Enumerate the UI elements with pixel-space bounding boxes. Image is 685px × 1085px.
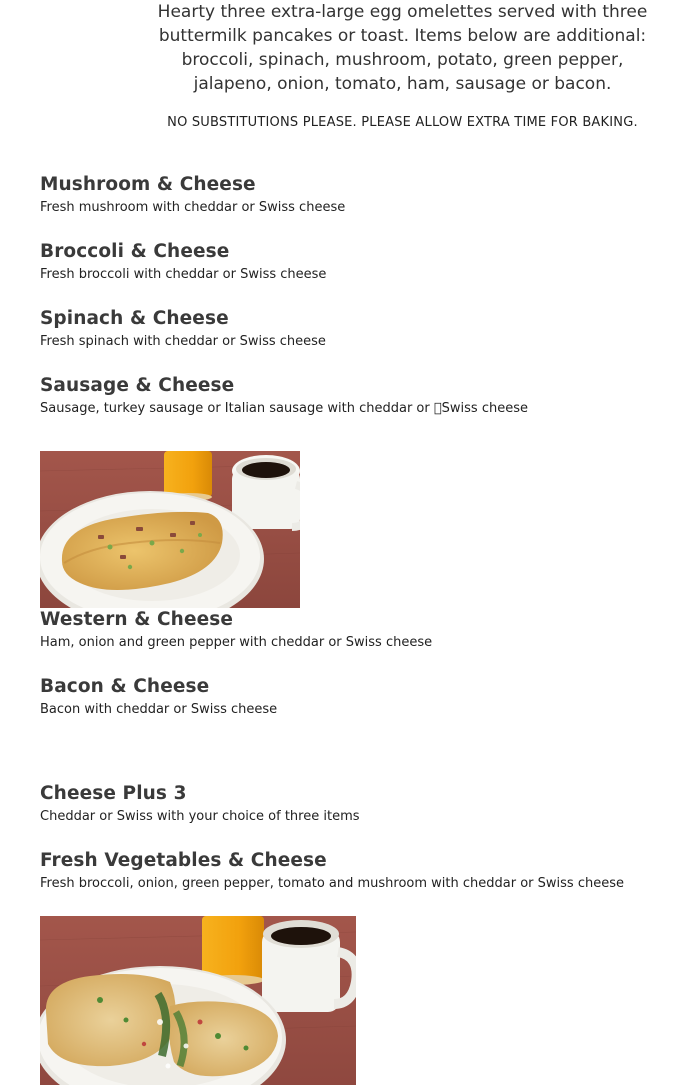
- menu-item-sausage-cheese: [40, 374, 670, 418]
- menu-item-title: Sausage & Cheese: [40, 375, 235, 396]
- menu-item-fresh-vegetables-cheese: [40, 849, 670, 893]
- menu-item-western-cheese: [40, 608, 670, 652]
- menu-item-cheese-plus-3: [40, 782, 670, 826]
- menu-item-title: Bacon & Cheese: [40, 676, 210, 697]
- western-omelette-photo: [40, 451, 300, 608]
- menu-item-description: Bacon with cheddar or Swiss cheese: [40, 702, 278, 717]
- menu-item-description: Fresh broccoli, onion, green pepper, tomato and mushroom with cheddar or Swiss cheese: [40, 876, 624, 891]
- menu-item-description: Sausage, turkey sausage or Italian sausage with cheddar or  Swiss cheese: [40, 401, 528, 416]
- menu-item-description: Fresh spinach with cheddar or Swiss cheese: [40, 334, 326, 349]
- menu-item-description: Fresh broccoli with cheddar or Swiss cheese: [40, 267, 327, 282]
- menu-item-title: Spinach & Cheese: [40, 308, 229, 329]
- menu-notice: NO SUBSTITUTIONS PLEASE. PLEASE ALLOW EXTRA TIME FOR BAKING.: [167, 115, 638, 130]
- menu-item-mushroom-cheese: [40, 173, 670, 217]
- menu-item-description: Fresh mushroom with cheddar or Swiss cheese: [40, 200, 346, 215]
- menu-item-description: Cheddar or Swiss with your choice of three items: [40, 809, 360, 824]
- vegetable-omelette-photo: [40, 916, 356, 1085]
- menu-item-title: Cheese Plus 3: [40, 783, 187, 804]
- menu-item-title: Fresh Vegetables & Cheese: [40, 850, 327, 871]
- menu-item-spinach-cheese: [40, 307, 670, 351]
- menu-item-description: Ham, onion and green pepper with cheddar or Swiss cheese: [40, 635, 433, 650]
- omelette-image: [40, 916, 356, 1085]
- menu-item-title: Mushroom & Cheese: [40, 174, 256, 195]
- menu-item-broccoli-cheese: [40, 240, 670, 284]
- menu-item-title: Western & Cheese: [40, 609, 234, 630]
- menu-item-bacon-cheese: [40, 675, 670, 719]
- omelette-image: [40, 451, 300, 608]
- menu-intro-description: Hearty three extra-large egg omelettes served with three buttermilk pancakes or toast. Items below are additional: broccoli, spinach, mushroom, potato, green pepper, jalapeno, onion, tomato, ham, sausage or bacon.: [157, 2, 648, 94]
- menu-item-title: Broccoli & Cheese: [40, 241, 230, 262]
